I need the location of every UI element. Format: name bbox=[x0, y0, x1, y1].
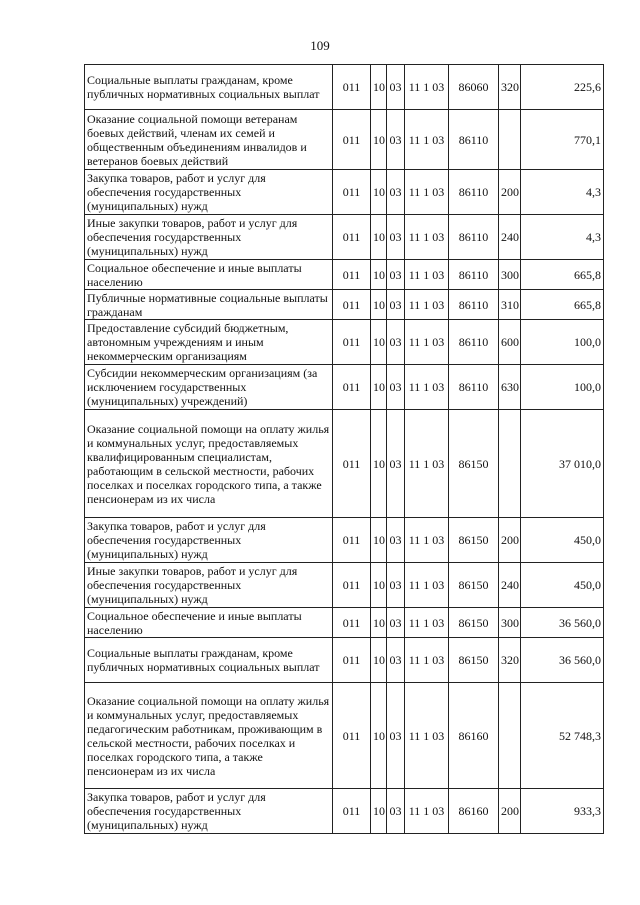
cell-amount: 36 560,0 bbox=[521, 608, 604, 638]
cell-csr: 11 1 03 bbox=[405, 789, 449, 834]
table-row bbox=[85, 563, 604, 608]
cell-name: Закупка товаров, работ и услуг для обеспечения государственных (муниципальных) нужд bbox=[85, 518, 333, 563]
table-row bbox=[85, 290, 604, 320]
cell-ved: 011 bbox=[333, 683, 371, 789]
cell-name: Иные закупки товаров, работ и услуг для обеспечения государственных (муниципальных) нужд bbox=[85, 563, 333, 608]
cell-amount: 52 748,3 bbox=[521, 683, 604, 789]
budget-table bbox=[84, 64, 604, 834]
cell-amount: 100,0 bbox=[521, 320, 604, 365]
cell-csr2: 86150 bbox=[449, 608, 499, 638]
cell-ved: 011 bbox=[333, 260, 371, 290]
cell-vr: 300 bbox=[499, 608, 521, 638]
cell-ved: 011 bbox=[333, 410, 371, 518]
cell-pr: 03 bbox=[387, 608, 405, 638]
cell-pr: 03 bbox=[387, 563, 405, 608]
cell-amount: 225,6 bbox=[521, 65, 604, 110]
cell-pr: 03 bbox=[387, 215, 405, 260]
cell-csr2: 86150 bbox=[449, 638, 499, 683]
cell-vr: 200 bbox=[499, 518, 521, 563]
table-row bbox=[85, 260, 604, 290]
cell-csr: 11 1 03 bbox=[405, 215, 449, 260]
cell-pr: 03 bbox=[387, 365, 405, 410]
cell-rz: 10 bbox=[371, 320, 387, 365]
table-row bbox=[85, 65, 604, 110]
cell-vr: 310 bbox=[499, 290, 521, 320]
cell-rz: 10 bbox=[371, 638, 387, 683]
cell-name: Закупка товаров, работ и услуг для обеспечения государственных (муниципальных) нужд bbox=[85, 170, 333, 215]
cell-csr2: 86110 bbox=[449, 290, 499, 320]
cell-vr bbox=[499, 410, 521, 518]
cell-name: Оказание социальной помощи на оплату жилья и коммунальных услуг, предоставляемых педагогическим работникам, проживающим в сельской местности, рабочих поселках и поселках городского типа, а также пенсионерам из их числа bbox=[85, 683, 333, 789]
cell-amount: 665,8 bbox=[521, 260, 604, 290]
cell-ved: 011 bbox=[333, 320, 371, 365]
cell-csr2: 86150 bbox=[449, 410, 499, 518]
cell-ved: 011 bbox=[333, 638, 371, 683]
cell-amount: 770,1 bbox=[521, 110, 604, 170]
cell-name: Предоставление субсидий бюджетным, автономным учреждениям и иным некоммерческим организациям bbox=[85, 320, 333, 365]
cell-pr: 03 bbox=[387, 260, 405, 290]
cell-rz: 10 bbox=[371, 290, 387, 320]
cell-vr bbox=[499, 683, 521, 789]
cell-csr2: 86110 bbox=[449, 320, 499, 365]
cell-amount: 450,0 bbox=[521, 518, 604, 563]
cell-csr2: 86160 bbox=[449, 789, 499, 834]
cell-csr: 11 1 03 bbox=[405, 110, 449, 170]
cell-pr: 03 bbox=[387, 170, 405, 215]
cell-csr: 11 1 03 bbox=[405, 65, 449, 110]
cell-pr: 03 bbox=[387, 683, 405, 789]
cell-csr2: 86110 bbox=[449, 215, 499, 260]
table-row bbox=[85, 320, 604, 365]
cell-amount: 450,0 bbox=[521, 563, 604, 608]
cell-csr: 11 1 03 bbox=[405, 608, 449, 638]
cell-ved: 011 bbox=[333, 290, 371, 320]
cell-vr: 200 bbox=[499, 170, 521, 215]
cell-pr: 03 bbox=[387, 290, 405, 320]
table-row bbox=[85, 789, 604, 834]
table-row bbox=[85, 110, 604, 170]
cell-pr: 03 bbox=[387, 320, 405, 365]
cell-ved: 011 bbox=[333, 110, 371, 170]
cell-csr2: 86150 bbox=[449, 518, 499, 563]
cell-name: Закупка товаров, работ и услуг для обеспечения государственных (муниципальных) нужд bbox=[85, 789, 333, 834]
cell-name: Социальные выплаты гражданам, кроме публичных нормативных социальных выплат bbox=[85, 638, 333, 683]
table-body bbox=[85, 65, 604, 834]
cell-vr: 600 bbox=[499, 320, 521, 365]
cell-rz: 10 bbox=[371, 215, 387, 260]
cell-ved: 011 bbox=[333, 608, 371, 638]
cell-rz: 10 bbox=[371, 683, 387, 789]
cell-ved: 011 bbox=[333, 215, 371, 260]
table-row bbox=[85, 410, 604, 518]
cell-csr: 11 1 03 bbox=[405, 638, 449, 683]
cell-csr2: 86110 bbox=[449, 260, 499, 290]
cell-vr: 300 bbox=[499, 260, 521, 290]
cell-name: Публичные нормативные социальные выплаты гражданам bbox=[85, 290, 333, 320]
table-row bbox=[85, 518, 604, 563]
cell-vr: 240 bbox=[499, 215, 521, 260]
cell-pr: 03 bbox=[387, 110, 405, 170]
cell-pr: 03 bbox=[387, 638, 405, 683]
cell-csr2: 86150 bbox=[449, 563, 499, 608]
cell-amount: 4,3 bbox=[521, 215, 604, 260]
cell-name: Субсидии некоммерческим организациям (за исключением государственных (муниципальных) учреждений) bbox=[85, 365, 333, 410]
cell-name: Социальные выплаты гражданам, кроме публичных нормативных социальных выплат bbox=[85, 65, 333, 110]
cell-pr: 03 bbox=[387, 410, 405, 518]
cell-pr: 03 bbox=[387, 518, 405, 563]
cell-ved: 011 bbox=[333, 65, 371, 110]
cell-rz: 10 bbox=[371, 789, 387, 834]
cell-amount: 933,3 bbox=[521, 789, 604, 834]
cell-csr: 11 1 03 bbox=[405, 170, 449, 215]
cell-amount: 4,3 bbox=[521, 170, 604, 215]
cell-vr: 200 bbox=[499, 789, 521, 834]
cell-rz: 10 bbox=[371, 563, 387, 608]
cell-amount: 37 010,0 bbox=[521, 410, 604, 518]
table-row bbox=[85, 608, 604, 638]
cell-rz: 10 bbox=[371, 170, 387, 215]
cell-csr2: 86110 bbox=[449, 110, 499, 170]
cell-amount: 36 560,0 bbox=[521, 638, 604, 683]
cell-csr2: 86160 bbox=[449, 683, 499, 789]
cell-csr: 11 1 03 bbox=[405, 518, 449, 563]
cell-csr2: 86110 bbox=[449, 365, 499, 410]
cell-vr: 630 bbox=[499, 365, 521, 410]
cell-csr: 11 1 03 bbox=[405, 260, 449, 290]
cell-csr: 11 1 03 bbox=[405, 410, 449, 518]
cell-pr: 03 bbox=[387, 789, 405, 834]
table-row bbox=[85, 215, 604, 260]
cell-csr: 11 1 03 bbox=[405, 563, 449, 608]
cell-name: Социальное обеспечение и иные выплаты населению bbox=[85, 260, 333, 290]
cell-ved: 011 bbox=[333, 170, 371, 215]
cell-name: Оказание социальной помощи ветеранам боевых действий, членам их семей и общественным объединениям инвалидов и ветеранов боевых действий bbox=[85, 110, 333, 170]
cell-rz: 10 bbox=[371, 410, 387, 518]
cell-csr: 11 1 03 bbox=[405, 290, 449, 320]
cell-ved: 011 bbox=[333, 365, 371, 410]
cell-ved: 011 bbox=[333, 518, 371, 563]
cell-csr2: 86110 bbox=[449, 170, 499, 215]
table-row bbox=[85, 638, 604, 683]
cell-amount: 665,8 bbox=[521, 290, 604, 320]
cell-rz: 10 bbox=[371, 365, 387, 410]
cell-vr: 240 bbox=[499, 563, 521, 608]
cell-name: Социальное обеспечение и иные выплаты населению bbox=[85, 608, 333, 638]
cell-ved: 011 bbox=[333, 789, 371, 834]
cell-name: Оказание социальной помощи на оплату жилья и коммунальных услуг, предоставляемых квалифицированным специалистам, работающим в сельской местности, рабочих поселках и поселках городского типа, а также пенсионерам из их числа bbox=[85, 410, 333, 518]
cell-ved: 011 bbox=[333, 563, 371, 608]
cell-csr: 11 1 03 bbox=[405, 683, 449, 789]
cell-csr: 11 1 03 bbox=[405, 365, 449, 410]
cell-rz: 10 bbox=[371, 608, 387, 638]
table-row bbox=[85, 683, 604, 789]
cell-csr: 11 1 03 bbox=[405, 320, 449, 365]
cell-vr: 320 bbox=[499, 65, 521, 110]
cell-rz: 10 bbox=[371, 65, 387, 110]
cell-vr bbox=[499, 110, 521, 170]
cell-rz: 10 bbox=[371, 518, 387, 563]
cell-name: Иные закупки товаров, работ и услуг для обеспечения государственных (муниципальных) нужд bbox=[85, 215, 333, 260]
table-row bbox=[85, 365, 604, 410]
cell-pr: 03 bbox=[387, 65, 405, 110]
cell-rz: 10 bbox=[371, 260, 387, 290]
cell-rz: 10 bbox=[371, 110, 387, 170]
cell-vr: 320 bbox=[499, 638, 521, 683]
cell-amount: 100,0 bbox=[521, 365, 604, 410]
cell-csr2: 86060 bbox=[449, 65, 499, 110]
table-row bbox=[85, 170, 604, 215]
page-number: 109 bbox=[310, 38, 330, 53]
